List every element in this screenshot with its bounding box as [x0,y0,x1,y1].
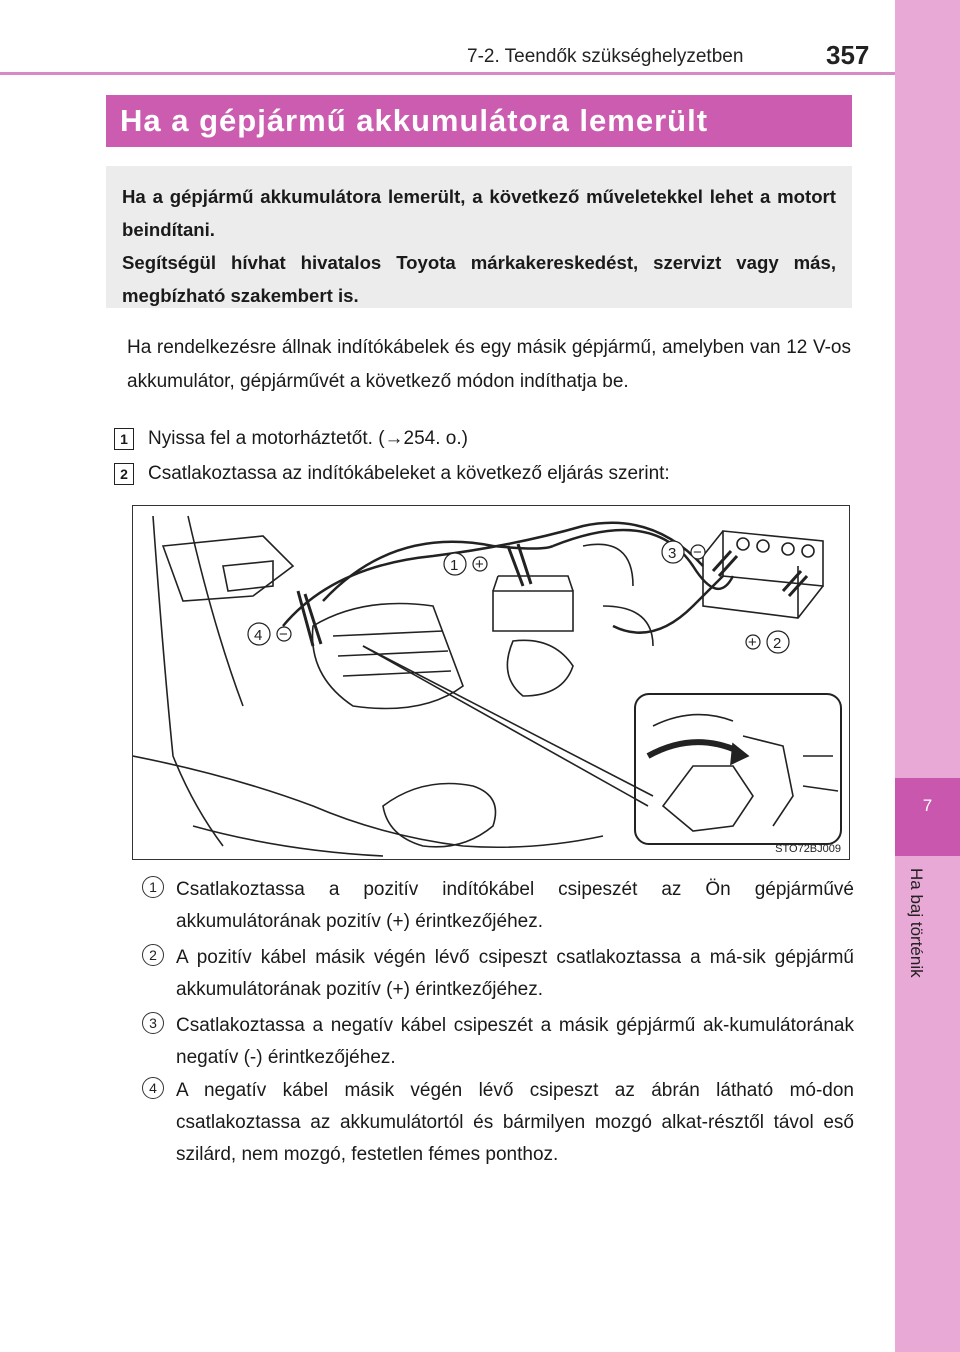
bumper-opening [383,784,496,847]
detail-leader-line [363,646,648,806]
chapter-side-tab [895,0,960,1352]
sign-minus-4: − [279,626,288,643]
sign-plus-1: + [475,556,484,573]
body-paragraph: Ha rendelkezésre állnak indítókábelek és egy másik gépjármű, amelyben van 12 V-os akkumulátor, gépjárművét a következő módon indíthatja be. [127,337,851,392]
list-item-number: 4 [142,1077,164,1099]
chapter-label: Ha baj történik [907,868,926,978]
list-item-number: 1 [142,876,164,898]
step-2-text: Csatlakoztassa az indítókábeleket a következő eljárás szerint: [148,463,670,484]
callout-3: 3 [668,545,677,562]
figure-code: STO72BJ009 [775,843,841,855]
detail-inset [635,694,841,844]
list-item-number: 3 [142,1012,164,1034]
donor-battery [723,531,823,586]
list-item-text: Csatlakoztassa a pozitív indítókábel csipeszét az Ön gépjárművé akkumulátorának pozitív (+) érintkezőjéhez. [176,879,854,932]
header-divider [0,72,895,75]
callout-4: 4 [254,627,263,644]
callout-1: 1 [450,557,459,574]
section-title: Ha a gépjármű akkumulátora lemerült [106,95,852,147]
sign-plus-2: + [748,634,757,651]
step-2-badge: 2 [114,463,134,485]
header-section-title: 7-2. Teendők szükséghelyzetben [467,46,744,67]
own-battery [493,591,573,631]
jump-start-illustration [132,505,850,860]
list-item-number: 2 [142,944,164,966]
intro-box [106,166,852,308]
inset-arrow [648,742,738,756]
intro-line-1: Ha a gépjármű akkumulátora lemerült, a következő műveletekkel lehet a motort beindítani. [122,186,836,240]
intro-line-2: Segítségül hívhat hivatalos Toyota márkakereskedést, szervizt vagy más, megbízható szakembert is. [122,252,836,306]
list-item-text: Csatlakoztassa a negatív kábel csipeszét a másik gépjármű ak-kumulátorának negatív (-) érintkezőjéhez. [176,1015,854,1068]
hood-left-edge [153,516,223,846]
chapter-number: 7 [922,796,933,815]
page-number: 357 [826,40,870,70]
chapter-number-block [895,778,960,856]
list-item-text: A negatív kábel másik végén lévő csipeszt az ábrán látható mó-don csatlakoztassa az akkumulátortól és bármilyen mozgó alkat-résztől távol eső szilárd, nem mozgó, festetlen fémes ponthoz. [176,1080,854,1165]
engine-bay-drawing [133,506,849,859]
callout-2: 2 [773,635,782,652]
engine-block [313,604,464,709]
sign-minus-3: − [693,544,702,561]
step-1-text: Nyissa fel a motorháztetőt. (→254. o.) [148,428,468,449]
list-item-text: A pozitív kábel másik végén lévő csipeszt csatlakoztassa a má-sik gépjármű akkumulátorának pozitív (+) érintkezőjéhez. [176,947,854,1000]
step-1-badge: 1 [114,428,134,450]
